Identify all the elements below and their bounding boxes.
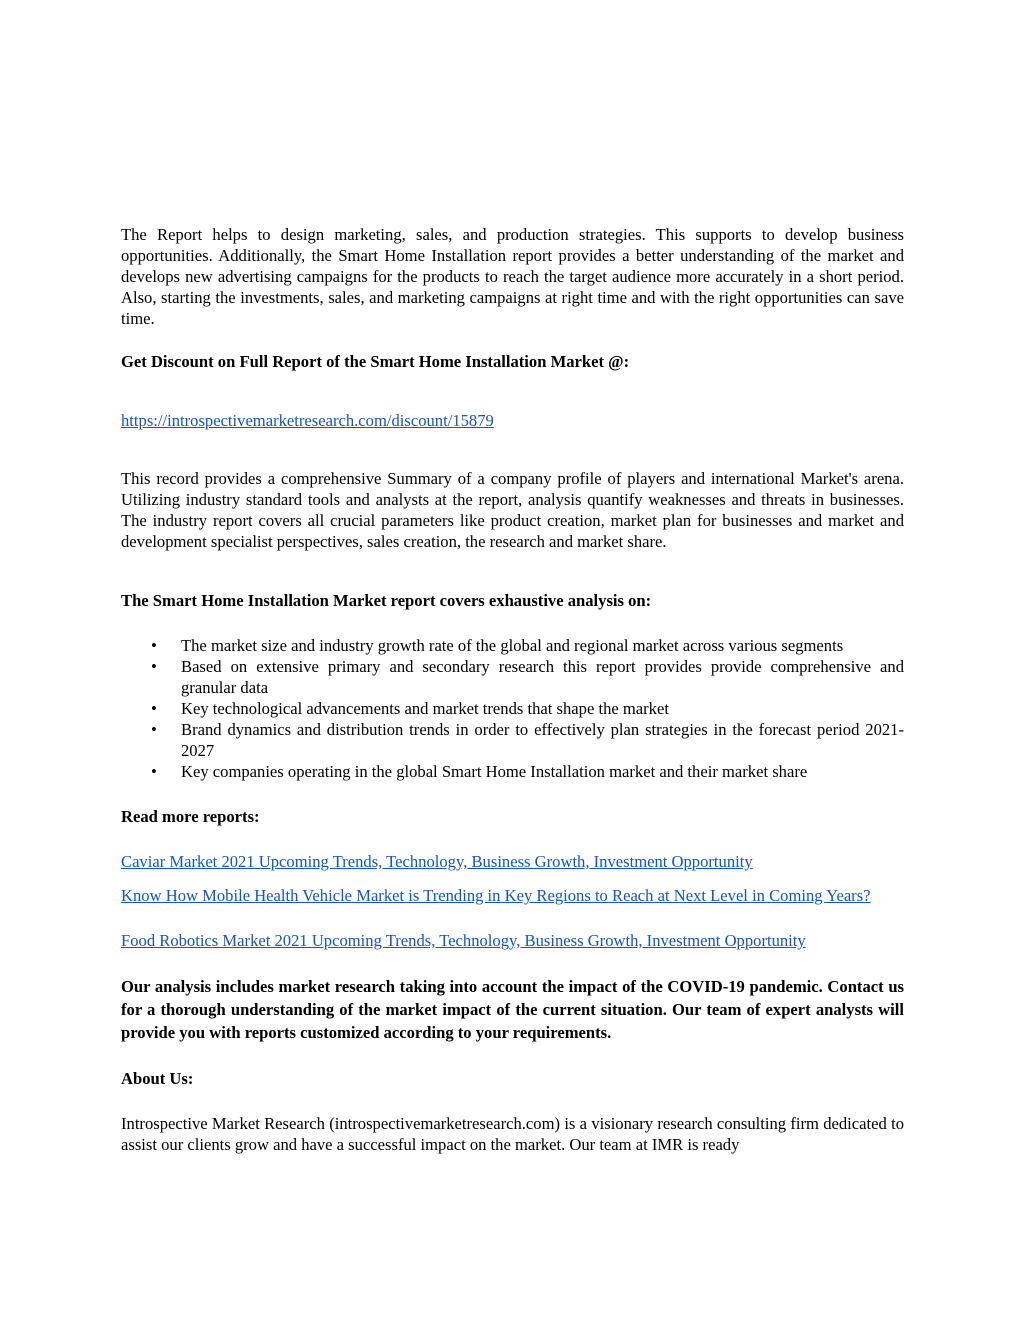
related-report-link-caviar[interactable]: Caviar Market 2021 Upcoming Trends, Technology, Business Growth, Investment Opportunity xyxy=(121,852,753,871)
list-item-text: Key technological advancements and market trends that shape the market xyxy=(181,699,669,718)
intro-paragraph: The Report helps to design marketing, sales, and production strategies. This supports to develop business opportunities. Additionally, the Smart Home Installation report provides a better understanding of the market and develops new advertising campaigns for the products to reach the target audience more accurately in a short period. Also, starting the investments, sales, and marketing campaigns at right time and with the right opportunities can save time. xyxy=(121,225,904,328)
list-item xyxy=(121,698,904,719)
list-item-text: Based on extensive primary and secondary research this report provides provide comprehensive and granular data xyxy=(181,657,904,697)
read-more-heading: Read more reports: xyxy=(121,807,260,826)
discount-link[interactable]: https://introspectivemarketresearch.com/discount/15879 xyxy=(121,411,494,430)
document-page xyxy=(121,224,904,1155)
related-report-link-food-robotics[interactable]: Food Robotics Market 2021 Upcoming Trends, Technology, Business Growth, Investment Opportunity xyxy=(121,931,806,950)
about-paragraph: Introspective Market Research (introspectivemarketresearch.com) is a visionary research consulting firm dedicated to assist our clients grow and have a successful impact on the market. Our team at IMR is ready xyxy=(121,1114,904,1154)
related-report-link-mobile-health[interactable]: Know How Mobile Health Vehicle Market is Trending in Key Regions to Reach at Next Level in Coming Years? xyxy=(121,886,871,905)
list-item xyxy=(121,761,904,782)
list-item xyxy=(121,719,904,761)
covid-paragraph: Our analysis includes market research taking into account the impact of the COVID-19 pandemic. Contact us for a thorough understanding of the market impact of the current situation. Our team of expert analysts will provide you with reports customized according to your requirements. xyxy=(121,977,904,1042)
bullet-icon: • xyxy=(151,657,157,676)
list-item-text: Brand dynamics and distribution trends in order to effectively plan strategies in the forecast period 2021-2027 xyxy=(181,720,904,760)
discount-heading: Get Discount on Full Report of the Smart Home Installation Market @: xyxy=(121,352,630,371)
coverage-list xyxy=(121,635,904,782)
bullet-icon: • xyxy=(151,699,157,718)
bullet-icon: • xyxy=(151,762,157,781)
coverage-heading: The Smart Home Installation Market report covers exhaustive analysis on: xyxy=(121,591,652,610)
list-item-text: Key companies operating in the global Smart Home Installation market and their market share xyxy=(181,762,808,781)
list-item xyxy=(121,656,904,698)
bullet-icon: • xyxy=(151,720,157,739)
list-item xyxy=(121,635,904,656)
list-item-text: The market size and industry growth rate of the global and regional market across various segments xyxy=(181,636,844,655)
summary-paragraph: This record provides a comprehensive Summary of a company profile of players and international Market's arena. Utilizing industry standard tools and analysts at the report, analysis quantify weaknesses and threats in businesses. The industry report covers all crucial parameters like product creation, market plan for businesses and market and development specialist perspectives, sales creation, the research and market share. xyxy=(121,469,904,551)
about-heading: About Us: xyxy=(121,1069,194,1088)
bullet-icon: • xyxy=(151,636,157,655)
